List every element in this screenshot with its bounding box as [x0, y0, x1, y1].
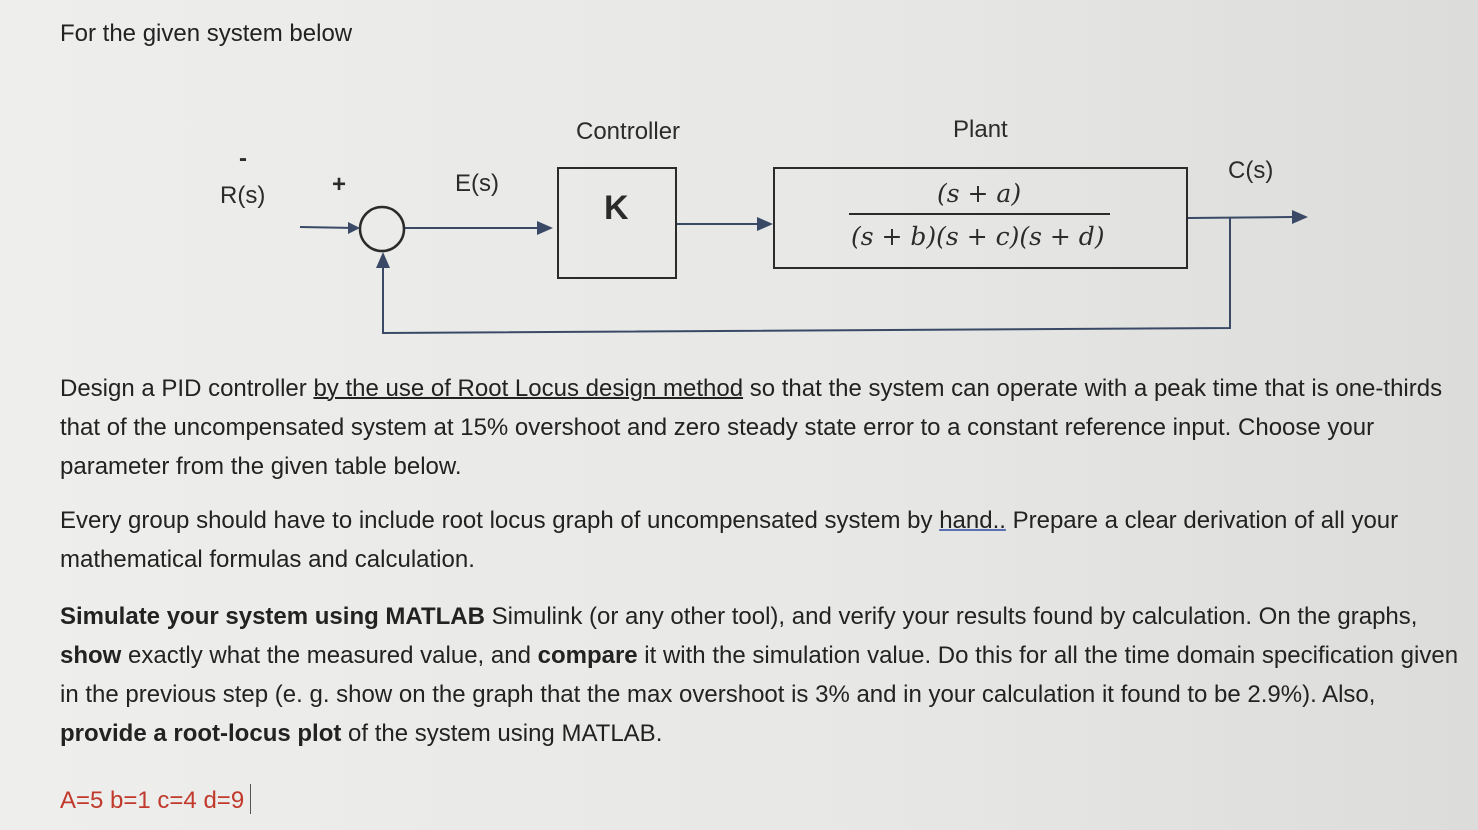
- output-label: C(s): [1228, 157, 1274, 184]
- minus-sign: -: [239, 145, 247, 172]
- plant-title: Plant: [953, 116, 1008, 143]
- plant-denominator: (s + b)(s + c)(s + d): [851, 222, 1105, 251]
- simulation-paragraph: [60, 597, 1460, 753]
- p3-text-d: of the system using MATLAB.: [341, 720, 663, 747]
- error-arrowhead: [537, 221, 553, 235]
- feedback-arrowhead: [376, 252, 390, 268]
- parameter-text: A=5 b=1 c=4 d=9: [60, 787, 245, 814]
- controller-gain: K: [604, 189, 629, 227]
- p3-bold-d: provide a root-locus plot: [60, 720, 342, 747]
- p3-bold-a: Simulate your system using MATLAB: [60, 603, 485, 630]
- controller-title: Controller: [576, 118, 681, 145]
- p2-text-a: Every group should have to include root locus graph of uncompensated system by: [60, 507, 940, 534]
- p1-text-b: so that the system can operate with a peak time that is one-thirds that of the uncompensated system at 15% overshoot and zero steady state error to a constant reference input. Choose your parameter from the given table below.: [60, 375, 1443, 480]
- p3-text-c: it with the simulation value. Do this for all the time domain specification given in the previous step (e. g. show on the graph that the max overshoot is 3% and in your calculation it found to be 2.9%). Also,: [60, 642, 1459, 708]
- p2-text-b: Prepare a clear derivation of all your mathematical formulas and calculation.: [60, 507, 1399, 573]
- design-requirement-paragraph: [60, 369, 1460, 486]
- plus-sign: +: [332, 171, 347, 198]
- block-diagram: [0, 0, 1478, 360]
- hand-drawing-paragraph: [60, 501, 1460, 579]
- p1-text-a: Design a PID controller: [60, 375, 314, 402]
- hand-underlined: hand..: [939, 507, 1006, 534]
- input-label: R(s): [220, 182, 266, 209]
- parameter-values[interactable]: [60, 784, 251, 815]
- summing-junction: [360, 207, 404, 251]
- plant-numerator: (s + a): [937, 179, 1022, 208]
- p3-text-a: Simulink (or any other tool), and verify your results found by calculation. On the graphs,: [484, 603, 1418, 630]
- output-arrowhead: [1292, 210, 1308, 224]
- text-cursor: [250, 784, 251, 814]
- input-line: [300, 227, 356, 228]
- plant-arrowhead: [757, 217, 773, 231]
- intro-heading: For the given system below: [60, 20, 353, 47]
- p3-bold-c: compare: [537, 642, 638, 669]
- p3-text-b: exactly what the measured value, and: [121, 642, 538, 669]
- output-line: [1188, 217, 1292, 218]
- input-arrowhead: [348, 222, 360, 234]
- error-label: E(s): [455, 170, 499, 197]
- root-locus-method-underlined: by the use of Root Locus design method: [313, 375, 744, 402]
- p3-bold-b: show: [60, 642, 122, 669]
